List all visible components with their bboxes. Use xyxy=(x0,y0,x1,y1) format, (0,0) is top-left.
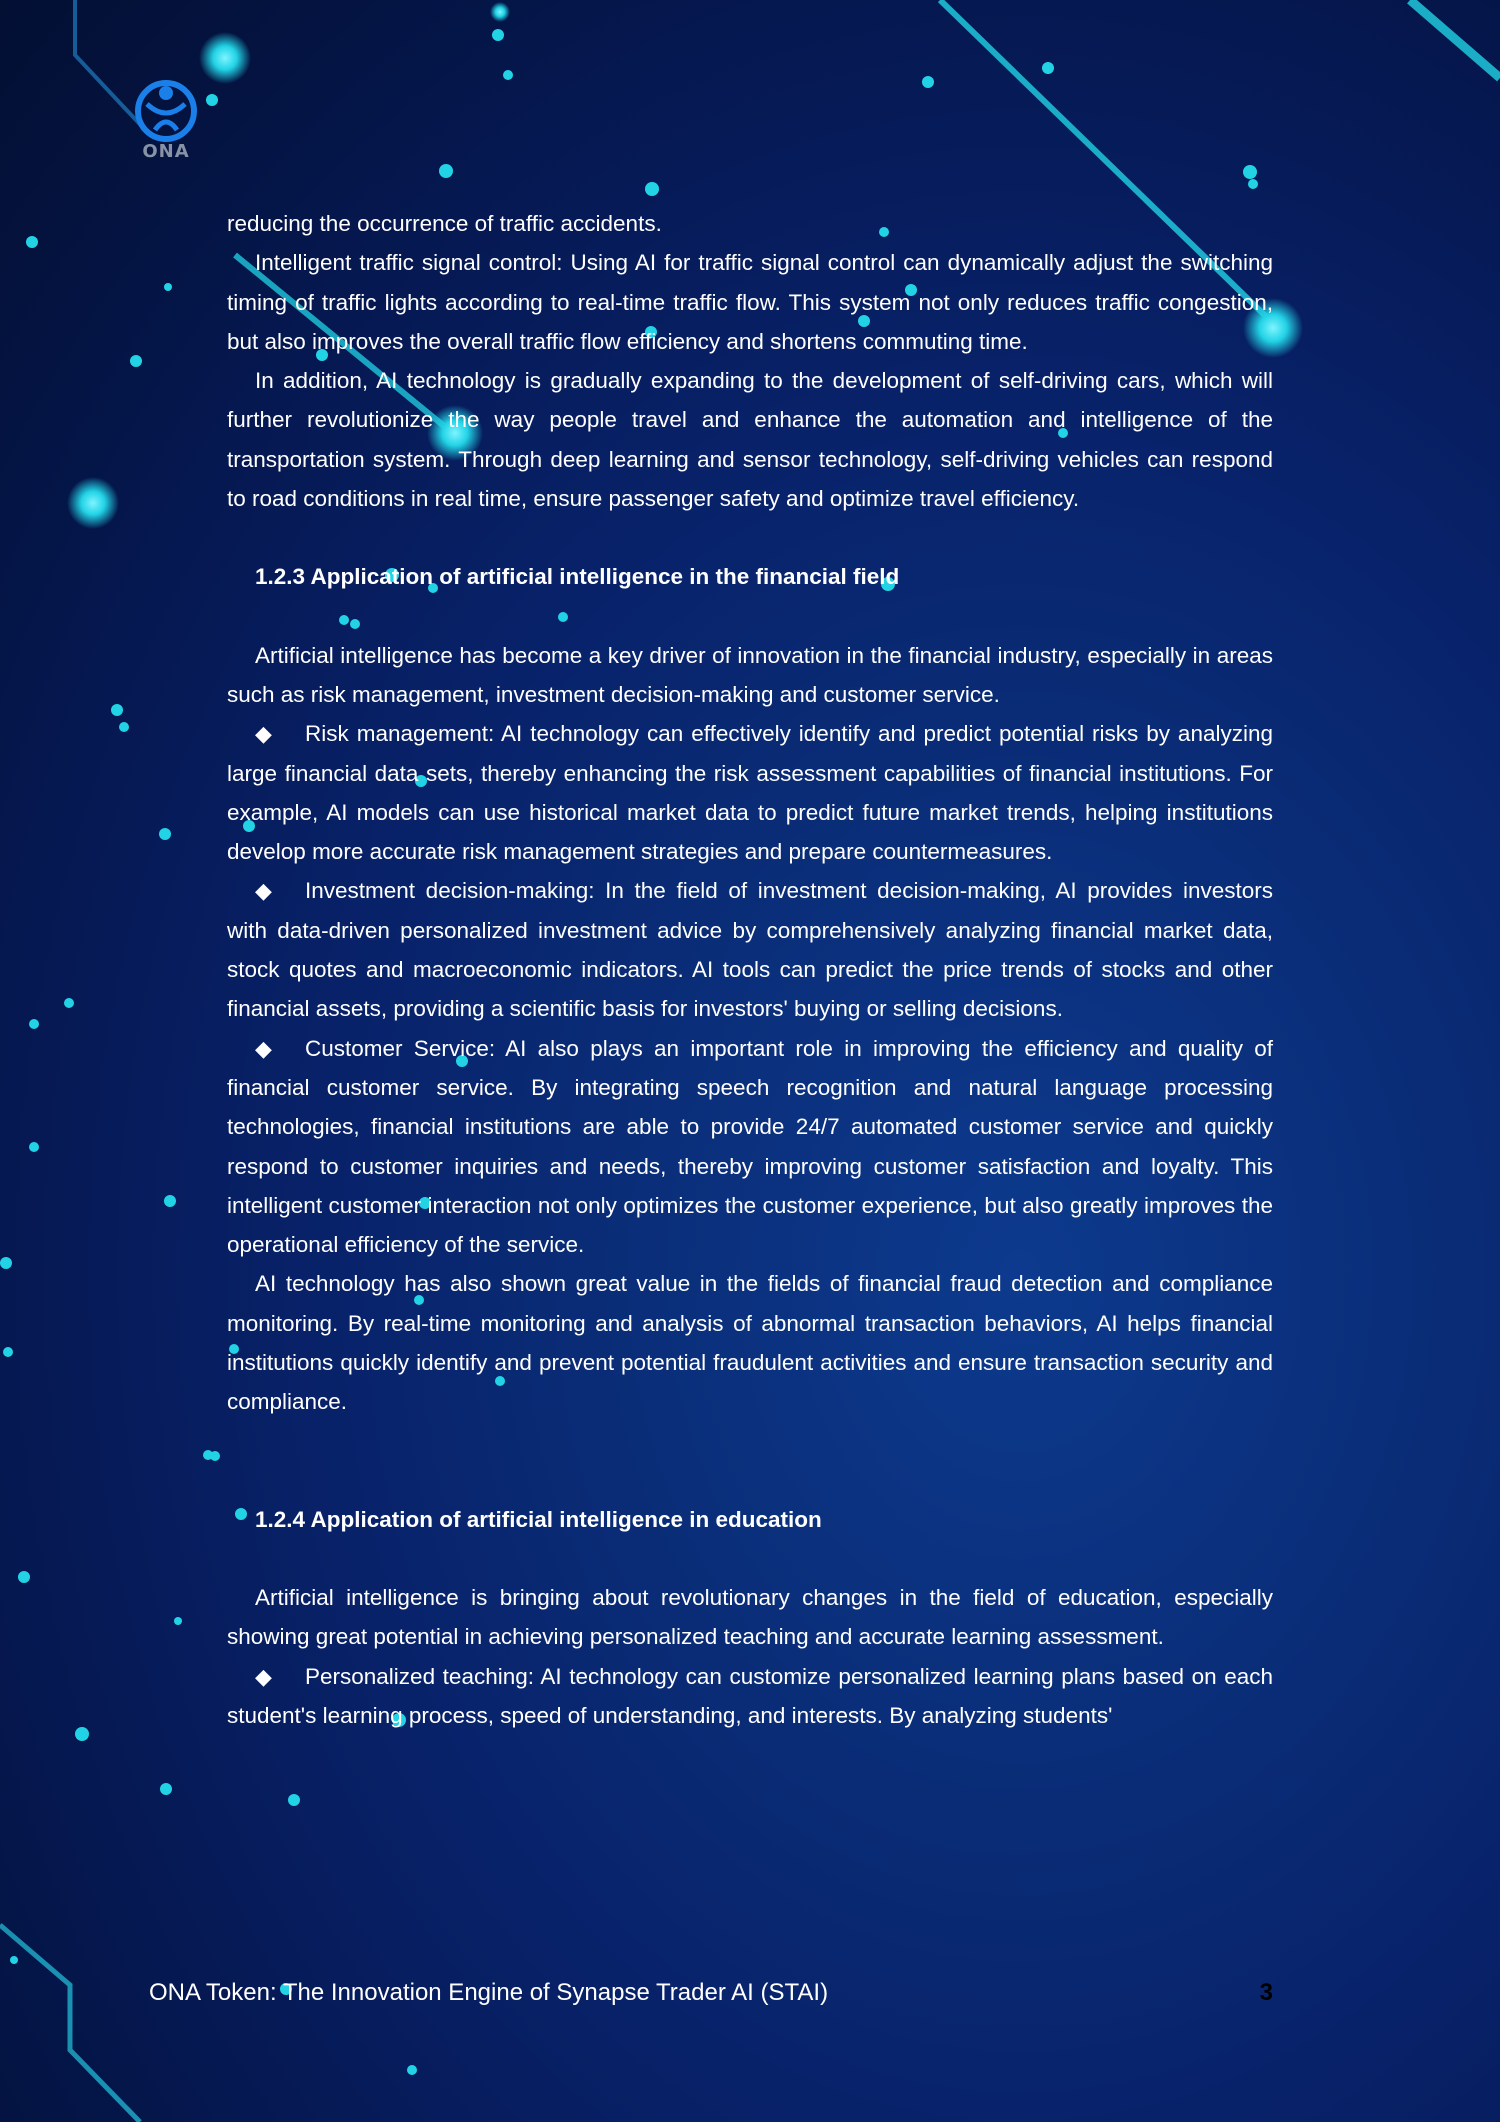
footer-title: ONA Token: The Innovation Engine of Synapse Trader AI (STAI) xyxy=(149,1979,829,2006)
paragraph: Artificial intelligence is bringing about revolutionary changes in the field of education, especially showing great potential in achieving personalized teaching and accurate learning assessment. xyxy=(227,1584,1273,1650)
paragraph: Artificial intelligence has become a key driver of innovation in the financial industry, especially in areas such as risk management, investment decision-making and customer service. xyxy=(227,642,1273,707)
bullet-item xyxy=(227,871,1273,1028)
paragraph: In addition, AI technology is gradually expanding to the development of self-driving cars, which will further revolutionize the way people travel and enhance the automation and intelligence of the transportation system. Through deep learning and sensor technology, self-driving vehicles can respond to road conditions in real time, ensure passenger safety and optimize travel efficiency. xyxy=(227,368,1273,512)
bullet-text: Risk management: AI technology can effectively identify and predict potential risks by analyzing large financial data sets, thereby enhancing the risk assessment capabilities of financial institutions. For example, AI models can use historical market data to predict future market trends, helping institutions develop more accurate risk management strategies and prepare countermeasures. xyxy=(227,721,1273,865)
paragraph: Intelligent traffic signal control: Using AI for traffic signal control can dynamically adjust the switching timing of traffic lights according to real-time traffic flow. This system not only reduces traffic congestion, but also improves the overall traffic flow efficiency and shortens commuting time. xyxy=(227,250,1273,354)
bullet-text: Personalized teaching: AI technology can customize personalized learning plans based on each student's learning process, speed of understanding, and interests. By analyzing students' xyxy=(227,1663,1273,1728)
logo-text: ONA xyxy=(142,141,190,162)
bullet-item xyxy=(227,714,1273,871)
ona-logo xyxy=(133,78,199,164)
section-heading: 1.2.3 Application of artificial intelligence in the financial field xyxy=(255,564,900,590)
diamond-bullet-icon: ◆ xyxy=(255,1035,272,1061)
bullet-text: Customer Service: AI also plays an important role in improving the efficiency and quality of financial customer service. By integrating speech recognition and natural language processing technologies, financial institutions are able to provide 24/7 automated customer service and quickly respond to customer inquiries and needs, thereby improving customer satisfaction and loyalty. This intelligent customer interaction not only optimizes the customer experience, but also greatly improves the operational efficiency of the service. xyxy=(227,1035,1273,1258)
bullet-text: Investment decision-making: In the field of investment decision-making, AI provides investors with data-driven personalized investment advice by comprehensively analyzing financial market data, stock quotes and macroeconomic indicators. AI tools can predict the price trends of stocks and other financial assets, providing a scientific basis for investors' buying or selling decisions. xyxy=(227,878,1273,1022)
diamond-bullet-icon: ◆ xyxy=(255,1663,272,1689)
page-footer xyxy=(149,1979,1273,2007)
paragraph: reducing the occurrence of traffic accidents. xyxy=(227,211,662,236)
bullet-item xyxy=(227,1029,1273,1265)
document-body xyxy=(227,204,1273,1735)
page-number: 3 xyxy=(1259,1979,1273,2006)
diamond-bullet-icon: ◆ xyxy=(255,721,272,747)
diamond-bullet-icon: ◆ xyxy=(255,878,272,904)
bullet-item xyxy=(227,1657,1273,1736)
ona-logo-icon xyxy=(133,78,199,144)
section-heading: 1.2.4 Application of artificial intelligence in education xyxy=(255,1506,822,1532)
paragraph: AI technology has also shown great value in the fields of financial fraud detection and compliance monitoring. By real-time monitoring and analysis of abnormal transaction behaviors, AI helps financial institutions quickly identify and prevent potential fraudulent activities and ensure transaction security and compliance. xyxy=(227,1271,1273,1415)
